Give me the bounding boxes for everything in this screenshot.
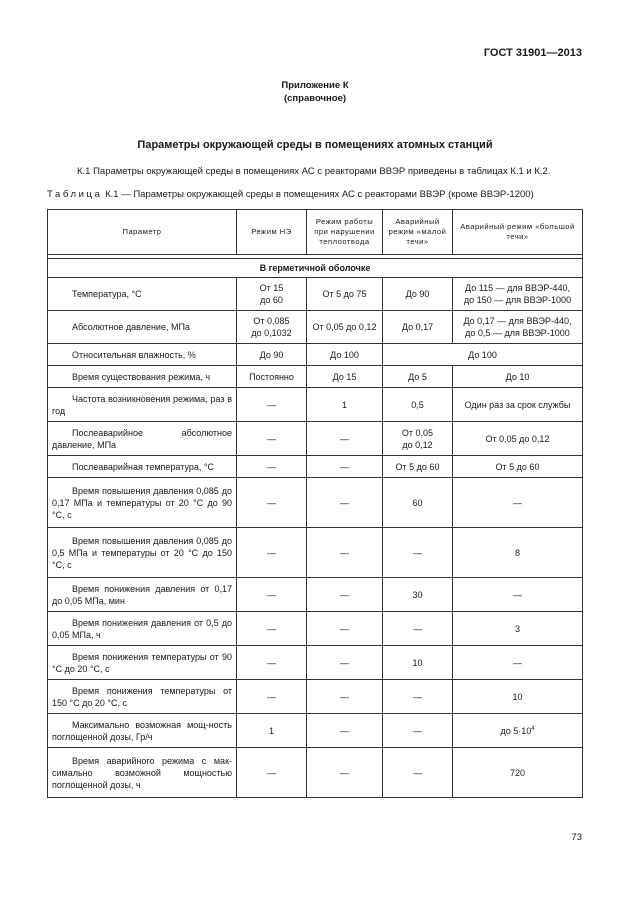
cell-parameter: Абсолютное давление, МПа (48, 311, 237, 344)
cell-parameter: Время повышения давления 0,085 до 0,17 МПа и температуры от 20 °С до 90 °С, с (48, 478, 237, 528)
cell-mode-heat: — (307, 714, 383, 748)
cell-mode-heat: — (307, 456, 383, 478)
cell-mode-heat: От 5 до 75 (307, 278, 383, 311)
intro-paragraph: К.1 Параметры окружающей среды в помещениях АС с реакторами ВВЭР приведены в таблицах К.1 и К.2. (77, 166, 551, 177)
cell-mode-ne: — (237, 748, 307, 798)
table-row (48, 311, 583, 344)
section-row (48, 259, 583, 278)
cell-parameter: Температура, °С (48, 278, 237, 311)
cell-large-leak: До 10 (453, 366, 583, 388)
table-body (48, 278, 583, 798)
cell-mode-ne: — (237, 528, 307, 578)
page-title: Параметры окружающей среды в помещениях атомных станций (137, 139, 493, 151)
table-row (48, 456, 583, 478)
dose-base: до 5·10 (500, 725, 532, 736)
cell-large-leak: — (453, 578, 583, 612)
cell-parameter: Время понижения давления от 0,5 до 0,05 МПа, ч (48, 612, 237, 646)
cell-leak-merged: До 100 (383, 344, 583, 366)
cell-mode-ne: — (237, 612, 307, 646)
cell-parameter: Время понижения давления от 0,17 до 0,05 МПа, мин (48, 578, 237, 612)
table-caption-text: К.1 — Параметры окружающей среды в помещениях АС с реакторами ВВЭР (кроме ВВЭР-1200) (102, 189, 534, 200)
cell-mode-ne: — (237, 646, 307, 680)
cell-large-leak: 10 (453, 680, 583, 714)
cell-parameter: Время аварийного режима с мак-симально возможной мощностью поглощенной дозы, ч (48, 748, 237, 798)
cell-parameter: Максимально возможная мощ-ность поглощенной дозы, Гр/ч (48, 714, 237, 748)
header-mode-heat: Режим работы при нарушении теплоотвода (307, 210, 383, 255)
cell-small-leak: 30 (383, 578, 453, 612)
page-number: 73 (571, 832, 582, 843)
cell-parameter: Послеаварийное абсолютное давление, МПа (48, 422, 237, 456)
appendix-title: Приложение К (281, 80, 349, 91)
cell-small-leak: 0,5 (383, 388, 453, 422)
cell-small-leak: — (383, 612, 453, 646)
table-row (48, 612, 583, 646)
cell-large-leak: — (453, 478, 583, 528)
cell-mode-heat: — (307, 578, 383, 612)
cell-mode-heat: — (307, 646, 383, 680)
cell-small-leak: До 90 (383, 278, 453, 311)
cell-mode-heat: — (307, 748, 383, 798)
table-row (48, 344, 583, 366)
section-title: В герметичной оболочке (48, 259, 583, 278)
cell-large-leak: До 0,17 — для ВВЭР-440, до 0,5 — для ВВЭР-1000 (453, 311, 583, 344)
document-code: ГОСТ 31901—2013 (483, 47, 582, 59)
cell-large-leak: 720 (453, 748, 583, 798)
cell-mode-ne: — (237, 388, 307, 422)
cell-parameter: Время понижения температуры от 150 °С до 20 °С, с (48, 680, 237, 714)
table-header-row (48, 210, 583, 255)
cell-parameter: Частота возникновения режима, раз в год (48, 388, 237, 422)
cell-large-leak: От 5 до 60 (453, 456, 583, 478)
cell-large-leak: — (453, 646, 583, 680)
cell-small-leak: От 0,05 до 0,12 (383, 422, 453, 456)
cell-mode-heat: От 0,05 до 0,12 (307, 311, 383, 344)
cell-small-leak: — (383, 714, 453, 748)
table-row (48, 680, 583, 714)
cell-parameter: Время повышения давления 0,085 до 0,5 МПа и температуры от 20 °С до 150 °С, с (48, 528, 237, 578)
table-row (48, 478, 583, 528)
cell-parameter: Послеаварийная температура, °С (48, 456, 237, 478)
cell-mode-heat: До 15 (307, 366, 383, 388)
cell-small-leak: — (383, 748, 453, 798)
cell-mode-ne: — (237, 422, 307, 456)
table-row (48, 748, 583, 798)
table-row (48, 366, 583, 388)
cell-large-leak (453, 714, 583, 748)
parameters-table (47, 209, 583, 798)
cell-mode-ne: Постоянно (237, 366, 307, 388)
cell-small-leak: 10 (383, 646, 453, 680)
cell-mode-ne: 1 (237, 714, 307, 748)
cell-small-leak: До 5 (383, 366, 453, 388)
cell-mode-heat: — (307, 478, 383, 528)
cell-mode-ne: — (237, 680, 307, 714)
table-row (48, 578, 583, 612)
cell-large-leak: От 0,05 до 0,12 (453, 422, 583, 456)
cell-mode-heat: 1 (307, 388, 383, 422)
cell-small-leak: От 5 до 60 (383, 456, 453, 478)
table-row (48, 646, 583, 680)
table-row (48, 388, 583, 422)
cell-mode-ne: — (237, 578, 307, 612)
dose-exponent: 4 (531, 725, 535, 732)
cell-parameter: Относительная влажность, % (48, 344, 237, 366)
table-row (48, 422, 583, 456)
header-small-leak: Аварийный режим «малой течи» (383, 210, 453, 255)
header-mode-ne: Режим НЭ (237, 210, 307, 255)
cell-mode-ne: — (237, 456, 307, 478)
cell-mode-heat: До 100 (307, 344, 383, 366)
cell-mode-heat: — (307, 422, 383, 456)
cell-parameter: Время понижения температуры от 90 °С до 20 °С, с (48, 646, 237, 680)
cell-large-leak: До 115 — для ВВЭР-440, до 150 — для ВВЭР-1000 (453, 278, 583, 311)
header-large-leak: Аварийный режим «большой течи» (453, 210, 583, 255)
cell-large-leak: 8 (453, 528, 583, 578)
table-row (48, 714, 583, 748)
cell-mode-ne: До 90 (237, 344, 307, 366)
cell-large-leak: Один раз за срок службы (453, 388, 583, 422)
cell-small-leak: 60 (383, 478, 453, 528)
table-caption-prefix: Таблица (47, 189, 103, 200)
cell-mode-heat: — (307, 612, 383, 646)
cell-parameter: Время существования режима, ч (48, 366, 237, 388)
cell-mode-heat: — (307, 680, 383, 714)
table-row (48, 528, 583, 578)
cell-small-leak: — (383, 680, 453, 714)
cell-mode-ne: — (237, 478, 307, 528)
cell-small-leak: До 0,17 (383, 311, 453, 344)
appendix-subtitle: (справочное) (283, 93, 347, 104)
table-row (48, 278, 583, 311)
cell-small-leak: — (383, 528, 453, 578)
cell-mode-ne: От 15 до 60 (237, 278, 307, 311)
header-parameter: Параметр (48, 210, 237, 255)
cell-mode-ne: От 0,085 до 0,1032 (237, 311, 307, 344)
cell-large-leak: 3 (453, 612, 583, 646)
cell-mode-heat: — (307, 528, 383, 578)
table-caption (47, 189, 534, 200)
